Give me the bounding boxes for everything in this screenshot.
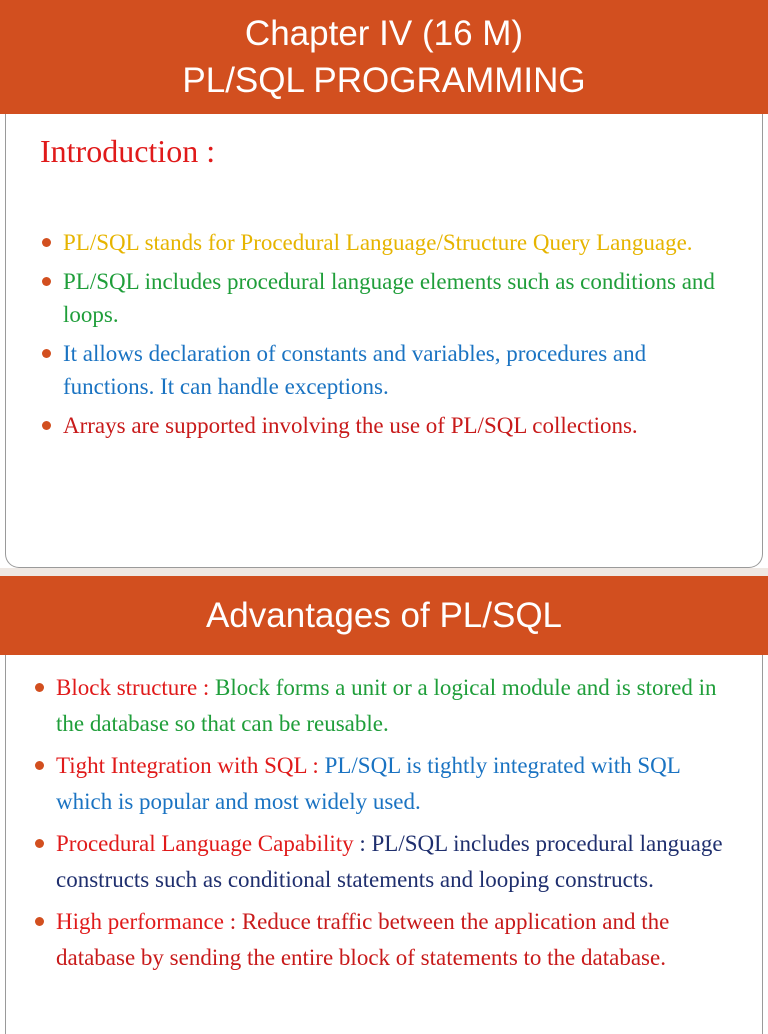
- slide-divider: [0, 568, 768, 576]
- bullet-text: Arrays are supported involving the use of PL/SQL collections.: [63, 413, 638, 438]
- list-item: [56, 748, 736, 819]
- bullet-text: PL/SQL includes procedural language elements such as conditions and loops.: [63, 269, 715, 327]
- chapter-title: Chapter IV (16 M): [244, 14, 524, 53]
- advantage-description: Block forms a unit or a logical module and is stored in the database so that can be reusable.: [56, 675, 717, 736]
- bullet-dot-icon: [35, 761, 44, 770]
- bullet-text: It allows declaration of constants and variables, procedures and functions. It can handle exceptions.: [63, 341, 647, 399]
- introduction-bullet-list: [63, 226, 723, 448]
- list-item: [63, 337, 723, 403]
- list-item: [56, 826, 736, 897]
- bullet-dot-icon: [42, 421, 51, 430]
- bullet-text: PL/SQL stands for Procedural Language/Structure Query Language.: [63, 230, 693, 255]
- bullet-dot-icon: [35, 683, 44, 692]
- bullet-dot-icon: [42, 238, 51, 247]
- advantage-separator: :: [353, 831, 372, 856]
- advantage-description: PL/SQL includes procedural language constructs such as conditional statements and looping constructs.: [56, 831, 723, 892]
- bullet-dot-icon: [42, 277, 51, 286]
- slide-title-bar: [0, 0, 768, 114]
- slide-title-bar: [0, 576, 768, 655]
- advantages-title: Advantages of PL/SQL: [205, 595, 563, 635]
- advantage-description: PL/SQL is tightly integrated with SQL which is popular and most widely used.: [56, 753, 680, 814]
- advantage-separator: :: [197, 675, 216, 700]
- topic-title: PL/SQL PROGRAMMING: [182, 61, 586, 100]
- advantage-separator: :: [306, 753, 325, 778]
- advantage-term: Block structure: [56, 675, 198, 700]
- advantage-description: Reduce traffic between the application and the database by sending the entire block of statements to the database.: [56, 909, 670, 970]
- list-item: [63, 409, 723, 442]
- advantages-bullet-list: [56, 670, 736, 982]
- list-item: [63, 265, 723, 331]
- advantage-term: Tight Integration with SQL: [56, 753, 307, 778]
- bullet-dot-icon: [35, 839, 44, 848]
- advantage-separator: :: [223, 909, 242, 934]
- advantage-term: High performance: [56, 909, 224, 934]
- list-item: [56, 904, 736, 975]
- introduction-heading: Introduction :: [40, 133, 216, 169]
- list-item: [56, 670, 736, 741]
- list-item: [63, 226, 723, 259]
- bullet-dot-icon: [42, 349, 51, 358]
- bullet-dot-icon: [35, 917, 44, 926]
- advantage-term: Procedural Language Capability: [56, 831, 354, 856]
